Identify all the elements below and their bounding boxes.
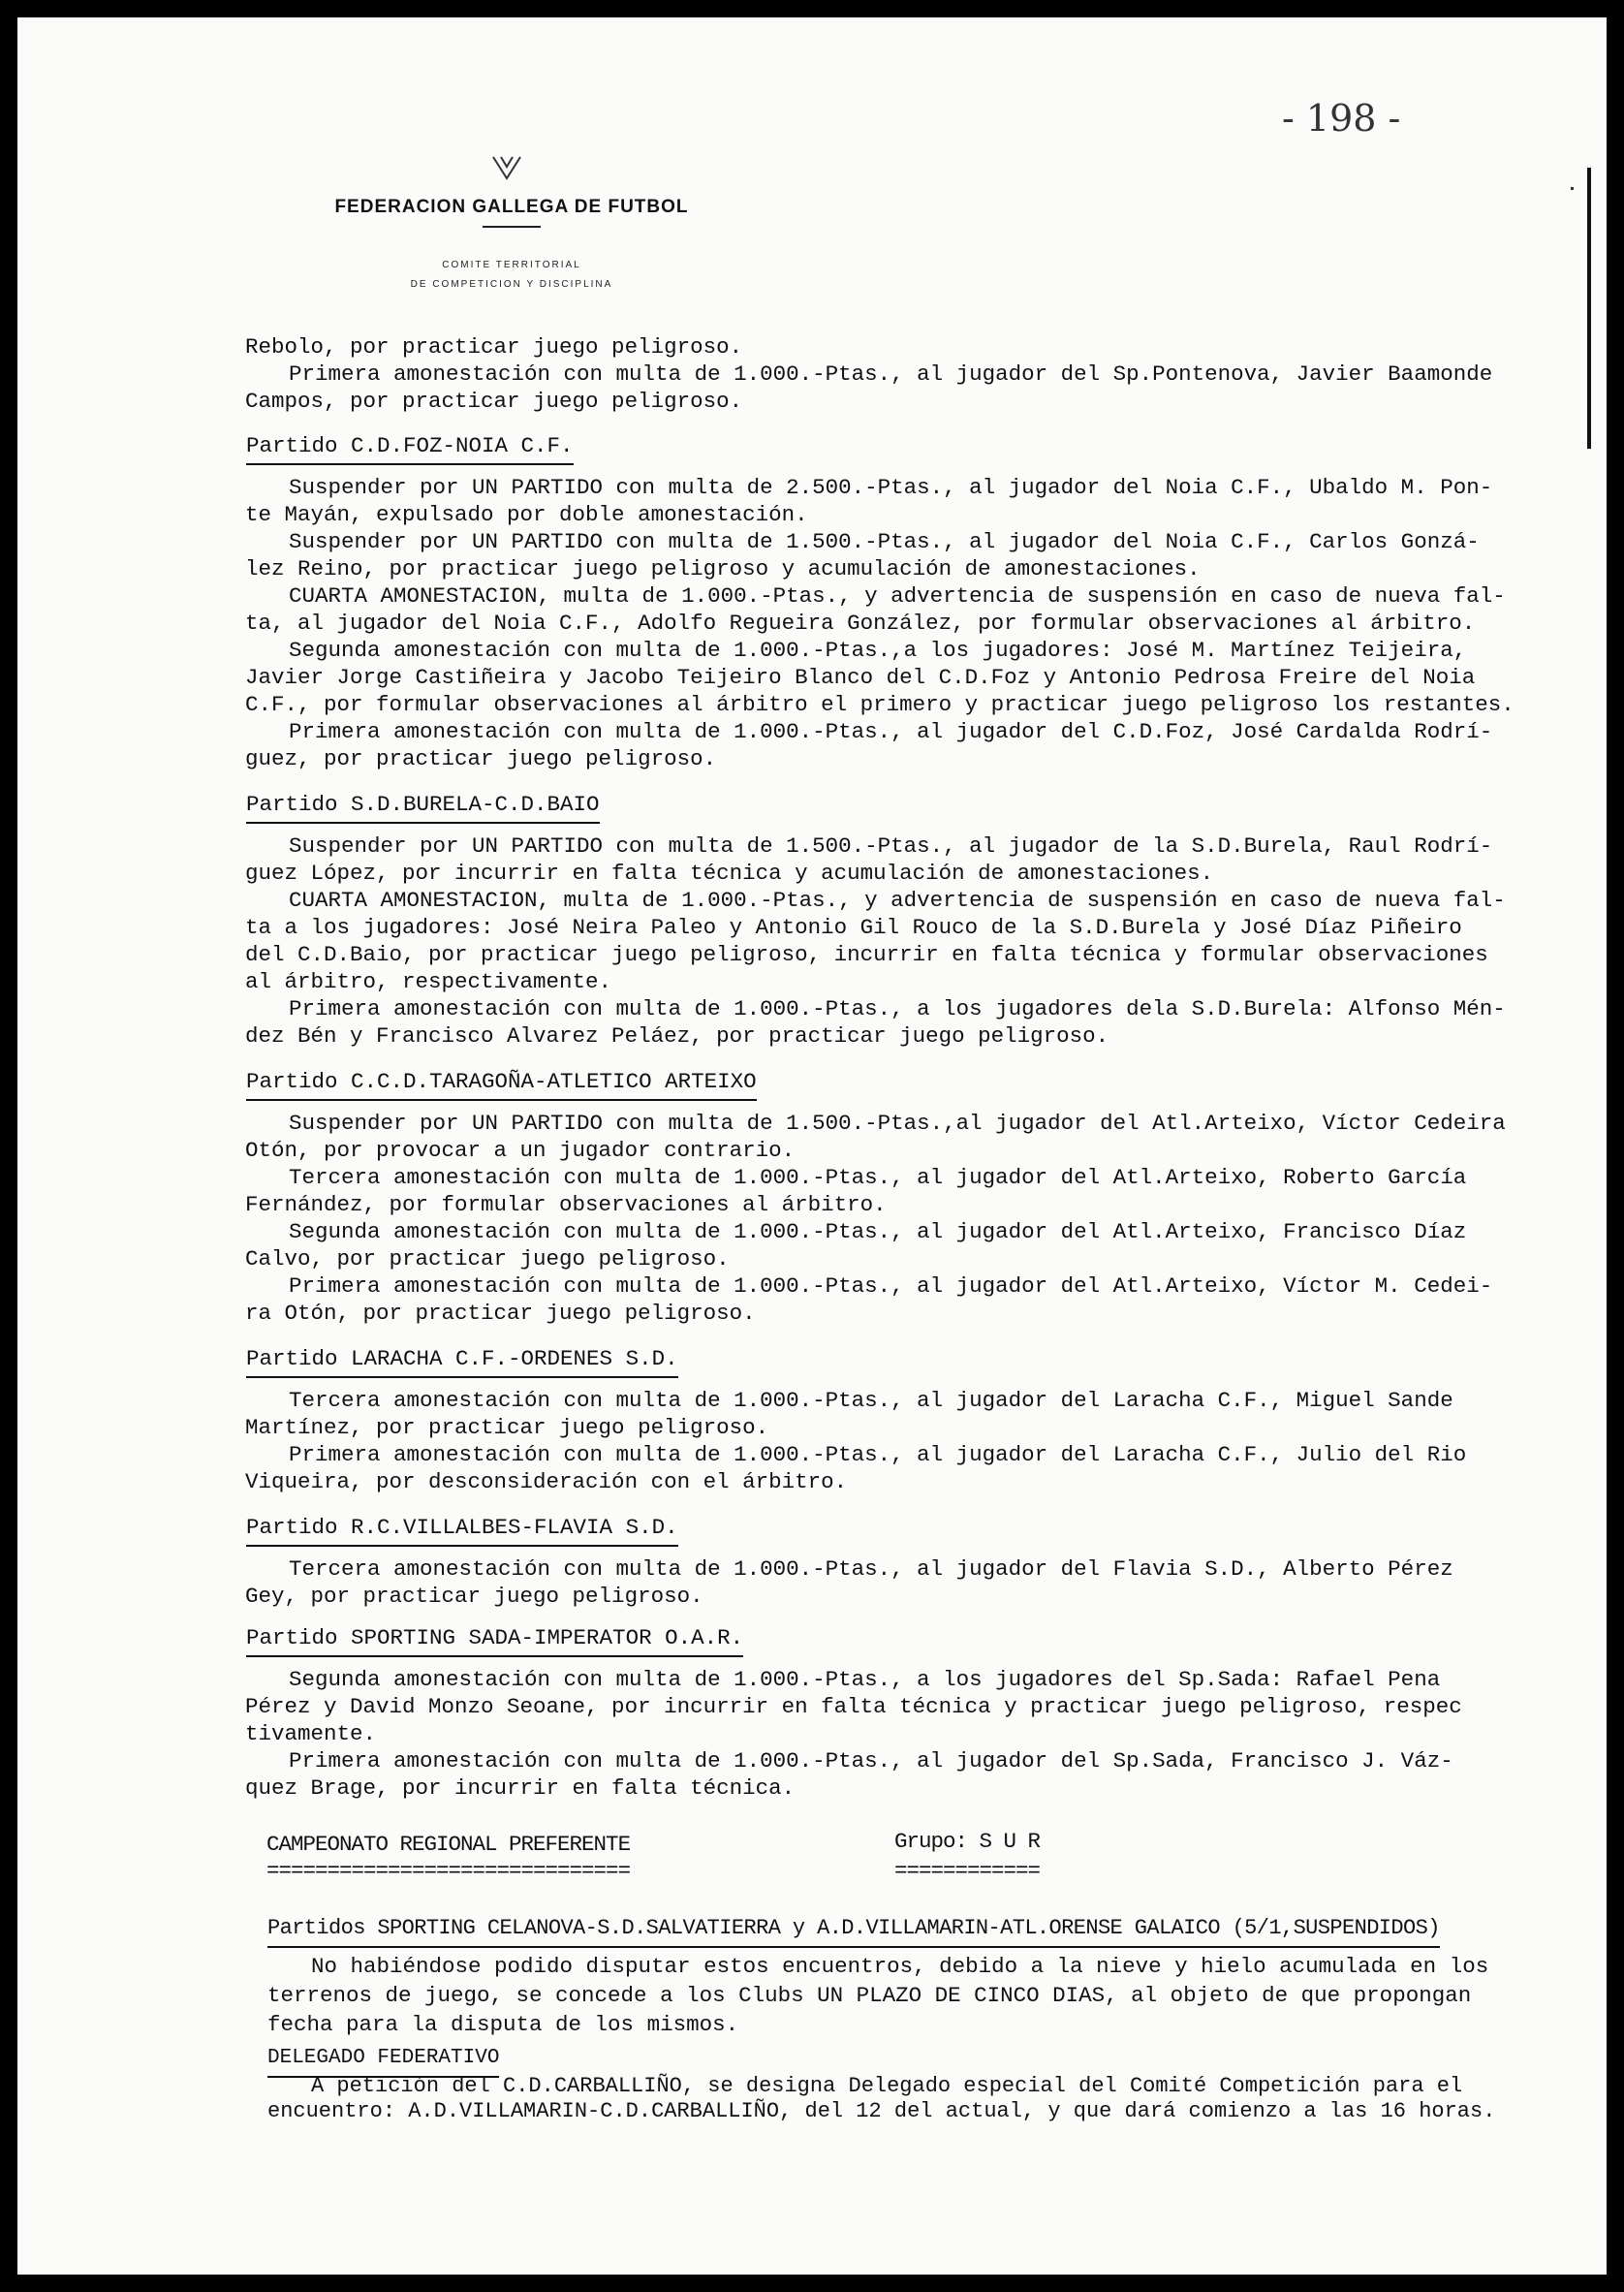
text-line: Suspender por UN PARTIDO con multa de 1.500.-Ptas., al jugador del Noia C.F., Carlos Gonzá- xyxy=(289,529,1480,554)
letterhead-divider xyxy=(483,226,541,228)
text-line: Segunda amonestación con multa de 1.000.-Ptas., al jugador del Atl.Arteixo, Francisco Díaz xyxy=(289,1219,1467,1244)
section-heading: Partido LARACHA C.F.-ORDENES S.D. xyxy=(246,1345,678,1378)
text-line: Martínez, por practicar juego peligroso. xyxy=(245,1415,769,1440)
text-line: Gey, por practicar juego peligroso. xyxy=(245,1584,703,1609)
text-line: tivamente. xyxy=(245,1721,377,1746)
group-label: Grupo: S U R xyxy=(894,1829,1041,1854)
text-line: quez Brage, por incurrir en falta técnica. xyxy=(245,1775,796,1801)
federation-name: FEDERACION GALLEGA DE FUTBOL xyxy=(334,197,689,217)
text-line: No habiéndose podido disputar estos encuentros, debido a la nieve y hielo acumulada en los xyxy=(311,1954,1489,1979)
section-heading: Partido R.C.VILLALBES-FLAVIA S.D. xyxy=(246,1514,678,1547)
text-line: Javier Jorge Castiñeira y Jacobo Teijeiro Blanco del C.D.Foz y Antonio Pedrosa Freire del Noia xyxy=(245,665,1476,690)
scan-speck xyxy=(1571,187,1574,190)
scan-edge-mark xyxy=(1587,168,1591,449)
group-underline: ============ xyxy=(894,1858,1041,1883)
text-line: Fernández, por formular observaciones al árbitro. xyxy=(245,1192,887,1217)
text-line: CUARTA AMONESTACION, multa de 1.000.-Ptas., y advertencia de suspensión en caso de nueva fal- xyxy=(289,583,1506,609)
section-heading: Partido C.C.D.TARAGOÑA-ATLETICO ARTEIXO xyxy=(246,1068,757,1101)
committee-line-1: COMITE TERRITORIAL xyxy=(442,260,581,270)
text-line: ta, al jugador del Noia C.F., Adolfo Regueira González, por formular observaciones al árbitro. xyxy=(245,611,1476,636)
text-line: Segunda amonestación con multa de 1.000.-Ptas., a los jugadores del Sp.Sada: Rafael Pena xyxy=(289,1667,1441,1692)
text-line: del C.D.Baio, por practicar juego peligroso, incurrir en falta técnica y formular observaciones xyxy=(245,942,1488,967)
section-heading: DELEGADO FEDERATIVO xyxy=(267,2045,499,2078)
championship-label: CAMPEONATO REGIONAL PREFERENTE xyxy=(266,1832,631,1857)
page-number: - 198 - xyxy=(1282,97,1401,140)
section-heading: Partido SPORTING SADA-IMPERATOR O.A.R. xyxy=(246,1624,743,1657)
text-line: C.F., por formular observaciones al árbitro el primero y practicar juego peligroso los restantes. xyxy=(245,692,1515,717)
championship-underline: ============================== xyxy=(266,1858,631,1883)
text-line: Primera amonestación con multa de 1.000.-Ptas., al jugador del Sp.Pontenova, Javier Baamonde xyxy=(289,361,1493,387)
text-line: Tercera amonestación con multa de 1.000.-Ptas., al jugador del Atl.Arteixo, Roberto García xyxy=(289,1165,1467,1190)
text-line: Primera amonestación con multa de 1.000.-Ptas., al jugador del Laracha C.F., Julio del Rio xyxy=(289,1442,1467,1467)
text-line: Primera amonestación con multa de 1.000.-Ptas., a los jugadores dela S.D.Burela: Alfonso Mén- xyxy=(289,996,1506,1021)
text-line: Pérez y David Monzo Seoane, por incurrir en falta técnica y practicar juego peligroso, respec xyxy=(245,1694,1462,1719)
text-line: te Mayán, expulsado por doble amonestación. xyxy=(245,502,808,527)
text-line: guez, por practicar juego peligroso. xyxy=(245,746,717,771)
document-page xyxy=(17,17,1607,2275)
text-line: Primera amonestación con multa de 1.000.-Ptas., al jugador del Sp.Sada, Francisco J. Váz- xyxy=(289,1748,1453,1774)
text-line: A petición del C.D.CARBALLIÑO, se designa Delegado especial del Comité Competición para el xyxy=(311,2074,1463,2098)
text-line: Viqueira, por desconsideración con el árbitro. xyxy=(245,1469,848,1494)
text-line: Suspender por UN PARTIDO con multa de 2.500.-Ptas., al jugador del Noia C.F., Ubaldo M. Pon- xyxy=(289,475,1493,500)
text-line: Tercera amonestación con multa de 1.000.-Ptas., al jugador del Laracha C.F., Miguel Sande xyxy=(289,1388,1453,1413)
text-line: Primera amonestación con multa de 1.000.-Ptas., al jugador del C.D.Foz, José Cardalda Rodrí- xyxy=(289,719,1493,744)
federation-emblem-icon xyxy=(487,153,526,182)
section-heading: Partido S.D.BURELA-C.D.BAIO xyxy=(246,791,600,824)
text-line: terrenos de juego, se concede a los Clubs UN PLAZO DE CINCO DIAS, al objeto de que propongan xyxy=(267,1983,1472,2008)
text-line: dez Bén y Francisco Alvarez Peláez, por practicar juego peligroso. xyxy=(245,1023,1109,1049)
section-heading: Partido C.D.FOZ-NOIA C.F. xyxy=(246,432,574,465)
text-line: al árbitro, respectivamente. xyxy=(245,969,612,994)
text-line: guez López, por incurrir en falta técnica y acumulación de amonestaciones. xyxy=(245,861,1214,886)
text-line: Otón, por provocar a un jugador contrario. xyxy=(245,1138,796,1163)
text-line: ra Otón, por practicar juego peligroso. xyxy=(245,1301,756,1326)
text-line: Campos, por practicar juego peligroso. xyxy=(245,389,743,414)
text-line: encuentro: A.D.VILLAMARIN-C.D.CARBALLIÑO, del 12 del actual, y que dará comienzo a las 16 horas. xyxy=(267,2099,1496,2123)
text-line: Segunda amonestación con multa de 1.000.-Ptas.,a los jugadores: José M. Martínez Teijeira, xyxy=(289,638,1467,663)
text-line: Suspender por UN PARTIDO con multa de 1.500.-Ptas.,al jugador del Atl.Arteixo, Víctor Cedeira xyxy=(289,1111,1506,1136)
text-line: Calvo, por practicar juego peligroso. xyxy=(245,1246,730,1272)
text-line: Primera amonestación con multa de 1.000.-Ptas., al jugador del Atl.Arteixo, Víctor M. Cedei- xyxy=(289,1273,1493,1299)
text-line: fecha para la disputa de los mismos. xyxy=(267,2012,739,2037)
text-line: Rebolo, por practicar juego peligroso. xyxy=(245,334,743,360)
section-heading: Partidos SPORTING CELANOVA-S.D.SALVATIERRA y A.D.VILLAMARIN-ATL.ORENSE GALAICO (5/1,SUSPENDIDOS) xyxy=(267,1915,1440,1948)
committee-line-2: DE COMPETICION Y DISCIPLINA xyxy=(410,279,613,290)
text-line: Suspender por UN PARTIDO con multa de 1.500.-Ptas., al jugador de la S.D.Burela, Raul Rodrí- xyxy=(289,833,1493,859)
text-line: ta a los jugadores: José Neira Paleo y Antonio Gil Rouco de la S.D.Burela y José Díaz Piñeiro xyxy=(245,915,1462,940)
text-line: CUARTA AMONESTACION, multa de 1.000.-Ptas., y advertencia de suspensión en caso de nueva fal- xyxy=(289,888,1506,913)
text-line: lez Reino, por practicar juego peligroso y acumulación de amonestaciones. xyxy=(245,556,1201,581)
text-line: Tercera amonestación con multa de 1.000.-Ptas., al jugador del Flavia S.D., Alberto Pérez xyxy=(289,1556,1453,1582)
